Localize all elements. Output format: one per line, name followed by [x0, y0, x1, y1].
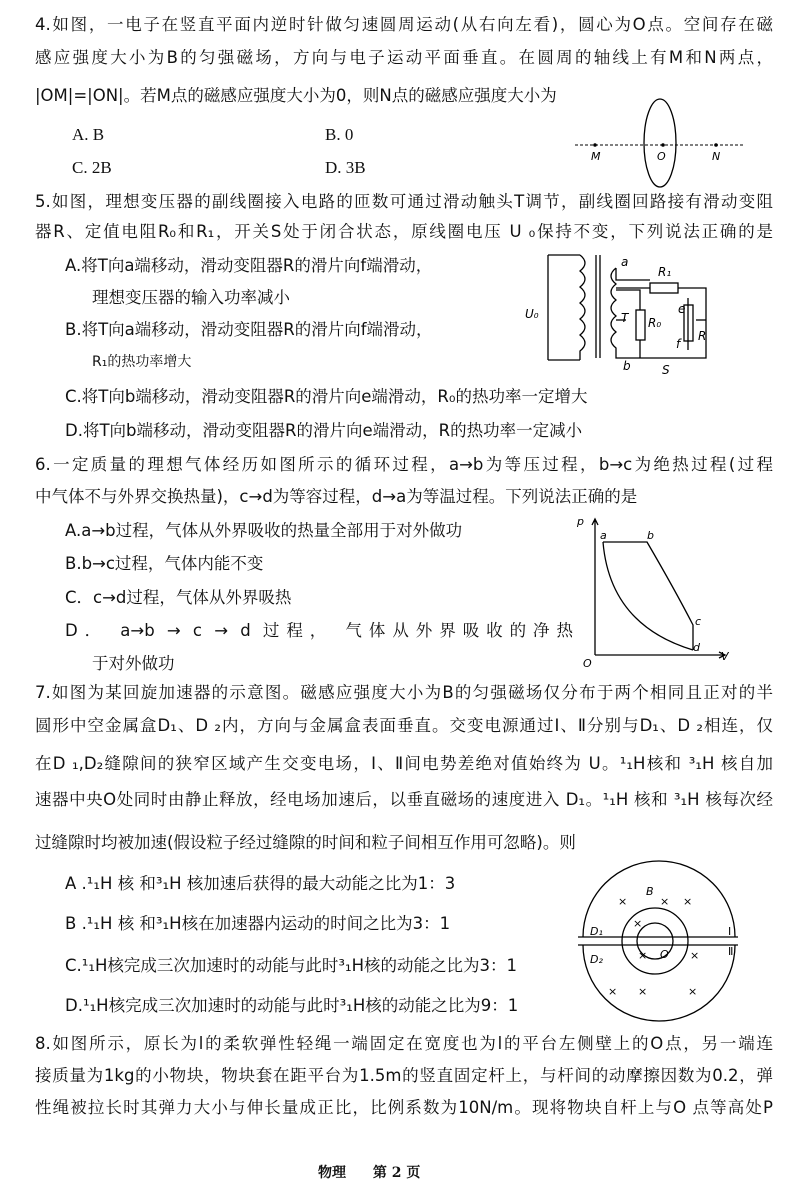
point-c: c	[695, 615, 702, 628]
q7-cyclotron-figure	[578, 855, 743, 1020]
q4-option-d: D. 3B	[325, 158, 366, 177]
svg-text:×: ×	[638, 949, 648, 962]
svg-text:×: ×	[638, 985, 648, 998]
label-i: Ⅰ	[728, 925, 732, 938]
q7-option-b: B .¹₁H 核 和³₁H核在加速器内运动的时间之比为3：1	[65, 914, 451, 933]
q7-line-5: 过缝隙时均被加速(假设粒子经过缝隙的时间和粒子间相互作用可忽略)。则	[35, 833, 576, 852]
svg-text:×: ×	[683, 895, 693, 908]
q5-option-b: B.将T向a端移动，滑动变阻器R的滑片向f端滑动，	[65, 320, 433, 339]
label-r0: R₀	[648, 316, 662, 330]
svg-text:×: ×	[633, 917, 643, 930]
svg-text:×: ×	[690, 949, 700, 962]
q7-line-3: 在D ₁,D₂缝隙间的狭窄区域产生交变电场，Ⅰ、Ⅱ间电势差绝对值始终为 U。¹₁H核和 ³₁H 核自加	[35, 754, 773, 773]
q4-option-c: C. 2B	[72, 158, 112, 177]
q7-option-c: C.¹₁H核完成三次加速时的动能与此时³₁H核的动能之比为3：1	[65, 956, 518, 975]
q6-option-b: B.b→c过程，气体内能不变	[65, 554, 264, 573]
q8-line-1: 8.如图所示，原长为l的柔软弹性轻绳一端固定在宽度也为l的平台左侧壁上的O点，另一端连	[35, 1034, 773, 1053]
q7-line-4: 速器中央O处同时由静止释放，经电场加速后，以垂直磁场的速度进入 D₁。¹₁H 核和 ³₁H 核每次经	[35, 790, 773, 809]
label-e: e	[678, 302, 686, 316]
label-b: b	[623, 359, 631, 373]
axis-v: V	[721, 650, 729, 663]
label-r: R	[698, 329, 707, 343]
footer-page-number: 第 2 页	[372, 1165, 421, 1181]
q7-line-1: 7.如图为某回旋加速器的示意图。磁感应强度大小为B的匀强磁场仅分布于两个相同且正对的半	[35, 683, 773, 702]
point-a: a	[600, 529, 607, 542]
q6-option-a: A.a→b过程，气体从外界吸收的热量全部用于对外做功	[65, 521, 463, 540]
label-d1: D₁	[590, 925, 603, 938]
q4-option-b: B. 0	[325, 125, 354, 144]
q4-option-a: A. B	[72, 125, 105, 144]
label-ii: Ⅱ	[728, 945, 734, 958]
q6-line-1: 6.一定质量的理想气体经历如图所示的循环过程，a→b为等压过程，b→c为绝热过程(过程	[35, 455, 773, 474]
label-o: O	[657, 150, 666, 163]
q5-line-1: 5.如图，理想变压器的副线圈接入电路的匝数可通过滑动触头T调节，副线圈回路接有滑动变阻	[35, 192, 773, 211]
label-t: T	[621, 311, 629, 325]
q6-option-d: D． a→b → c → d 过程， 气体从外界吸收的净热	[65, 621, 573, 640]
q5-option-a: A.将T向a端移动，滑动变阻器R的滑片向f端滑动，	[65, 256, 433, 275]
page-footer	[318, 1162, 420, 1182]
q6-pv-figure	[575, 515, 730, 670]
label-a: a	[621, 255, 629, 269]
origin-o: O	[583, 657, 592, 670]
point-b: b	[647, 529, 654, 542]
footer-subject: 物理	[318, 1165, 346, 1181]
q8-line-2: 接质量为1kg的小物块，物块套在距平台为1.5m的竖直固定杆上，与杆间的动摩擦因数为0.2，弹	[35, 1066, 773, 1085]
label-s: S	[662, 363, 670, 377]
label-n: N	[712, 150, 721, 163]
q5-option-a-cont: 理想变压器的输入功率减小	[92, 288, 290, 307]
q7-option-a: A .¹₁H 核 和³₁H 核加速后获得的最大动能之比为1：3	[65, 874, 456, 893]
label-m: M	[591, 150, 601, 163]
q4-line-2: 感应强度大小为B的匀强磁场，方向与电子运动平面垂直。在圆周的轴线上有M和N两点，	[35, 48, 773, 67]
label-b: B	[646, 885, 654, 898]
label-o: O	[660, 948, 669, 961]
svg-text:×: ×	[688, 985, 698, 998]
q5-line-2: 器R、定值电阻R₀和R₁，开关S处于闭合状态，原线圈电压 U ₀保持不变，下列说法正确的是	[35, 222, 773, 241]
svg-text:×: ×	[608, 985, 618, 998]
q5-option-c: C.将T向b端移动，滑动变阻器R的滑片向e端滑动，R₀的热功率一定增大	[65, 387, 588, 406]
q6-option-d-cont: 于对外做功	[92, 654, 175, 673]
q5-option-b-cont: R₁的热功率增大	[92, 354, 192, 370]
q5-option-d: D.将T向b端移动，滑动变阻器R的滑片向e端滑动，R的热功率一定减小	[65, 421, 583, 440]
q7-line-2: 圆形中空金属盒D₁、D ₂内，方向与金属盒表面垂直。交变电源通过Ⅰ、Ⅱ分别与D₁、D ₂相连，仅	[35, 716, 773, 735]
point-d: d	[693, 641, 700, 654]
q4-figure	[575, 98, 745, 190]
q6-option-c: C．c→d过程，气体从外界吸热	[65, 588, 292, 607]
q8-line-3: 性绳被拉长时其弹力大小与伸长量成正比，比例系数为10N/m。现将物块自杆上与O 点等高处P	[35, 1098, 773, 1117]
svg-text:×: ×	[660, 895, 670, 908]
label-r1: R₁	[658, 265, 672, 279]
q7-option-d: D.¹₁H核完成三次加速时的动能与此时³₁H核的动能之比为9：1	[65, 996, 519, 1015]
q6-line-2: 中气体不与外界交换热量)，c→d为等容过程，d→a为等温过程。下列说法正确的是	[35, 487, 638, 506]
q4-line-1: 4.如图，一电子在竖直平面内逆时针做匀速圆周运动(从右向左看)，圆心为O点。空间存在磁	[35, 15, 773, 34]
svg-text:×: ×	[618, 895, 628, 908]
q4-line-3: |OM|=|ON|。若M点的磁感应强度大小为0，则N点的磁感应强度大小为	[35, 86, 557, 105]
label-f: f	[676, 337, 681, 351]
label-d2: D₂	[590, 953, 603, 966]
axis-p: p	[577, 515, 584, 528]
label-u0: U₀	[525, 307, 539, 321]
q5-circuit-figure	[520, 250, 720, 375]
